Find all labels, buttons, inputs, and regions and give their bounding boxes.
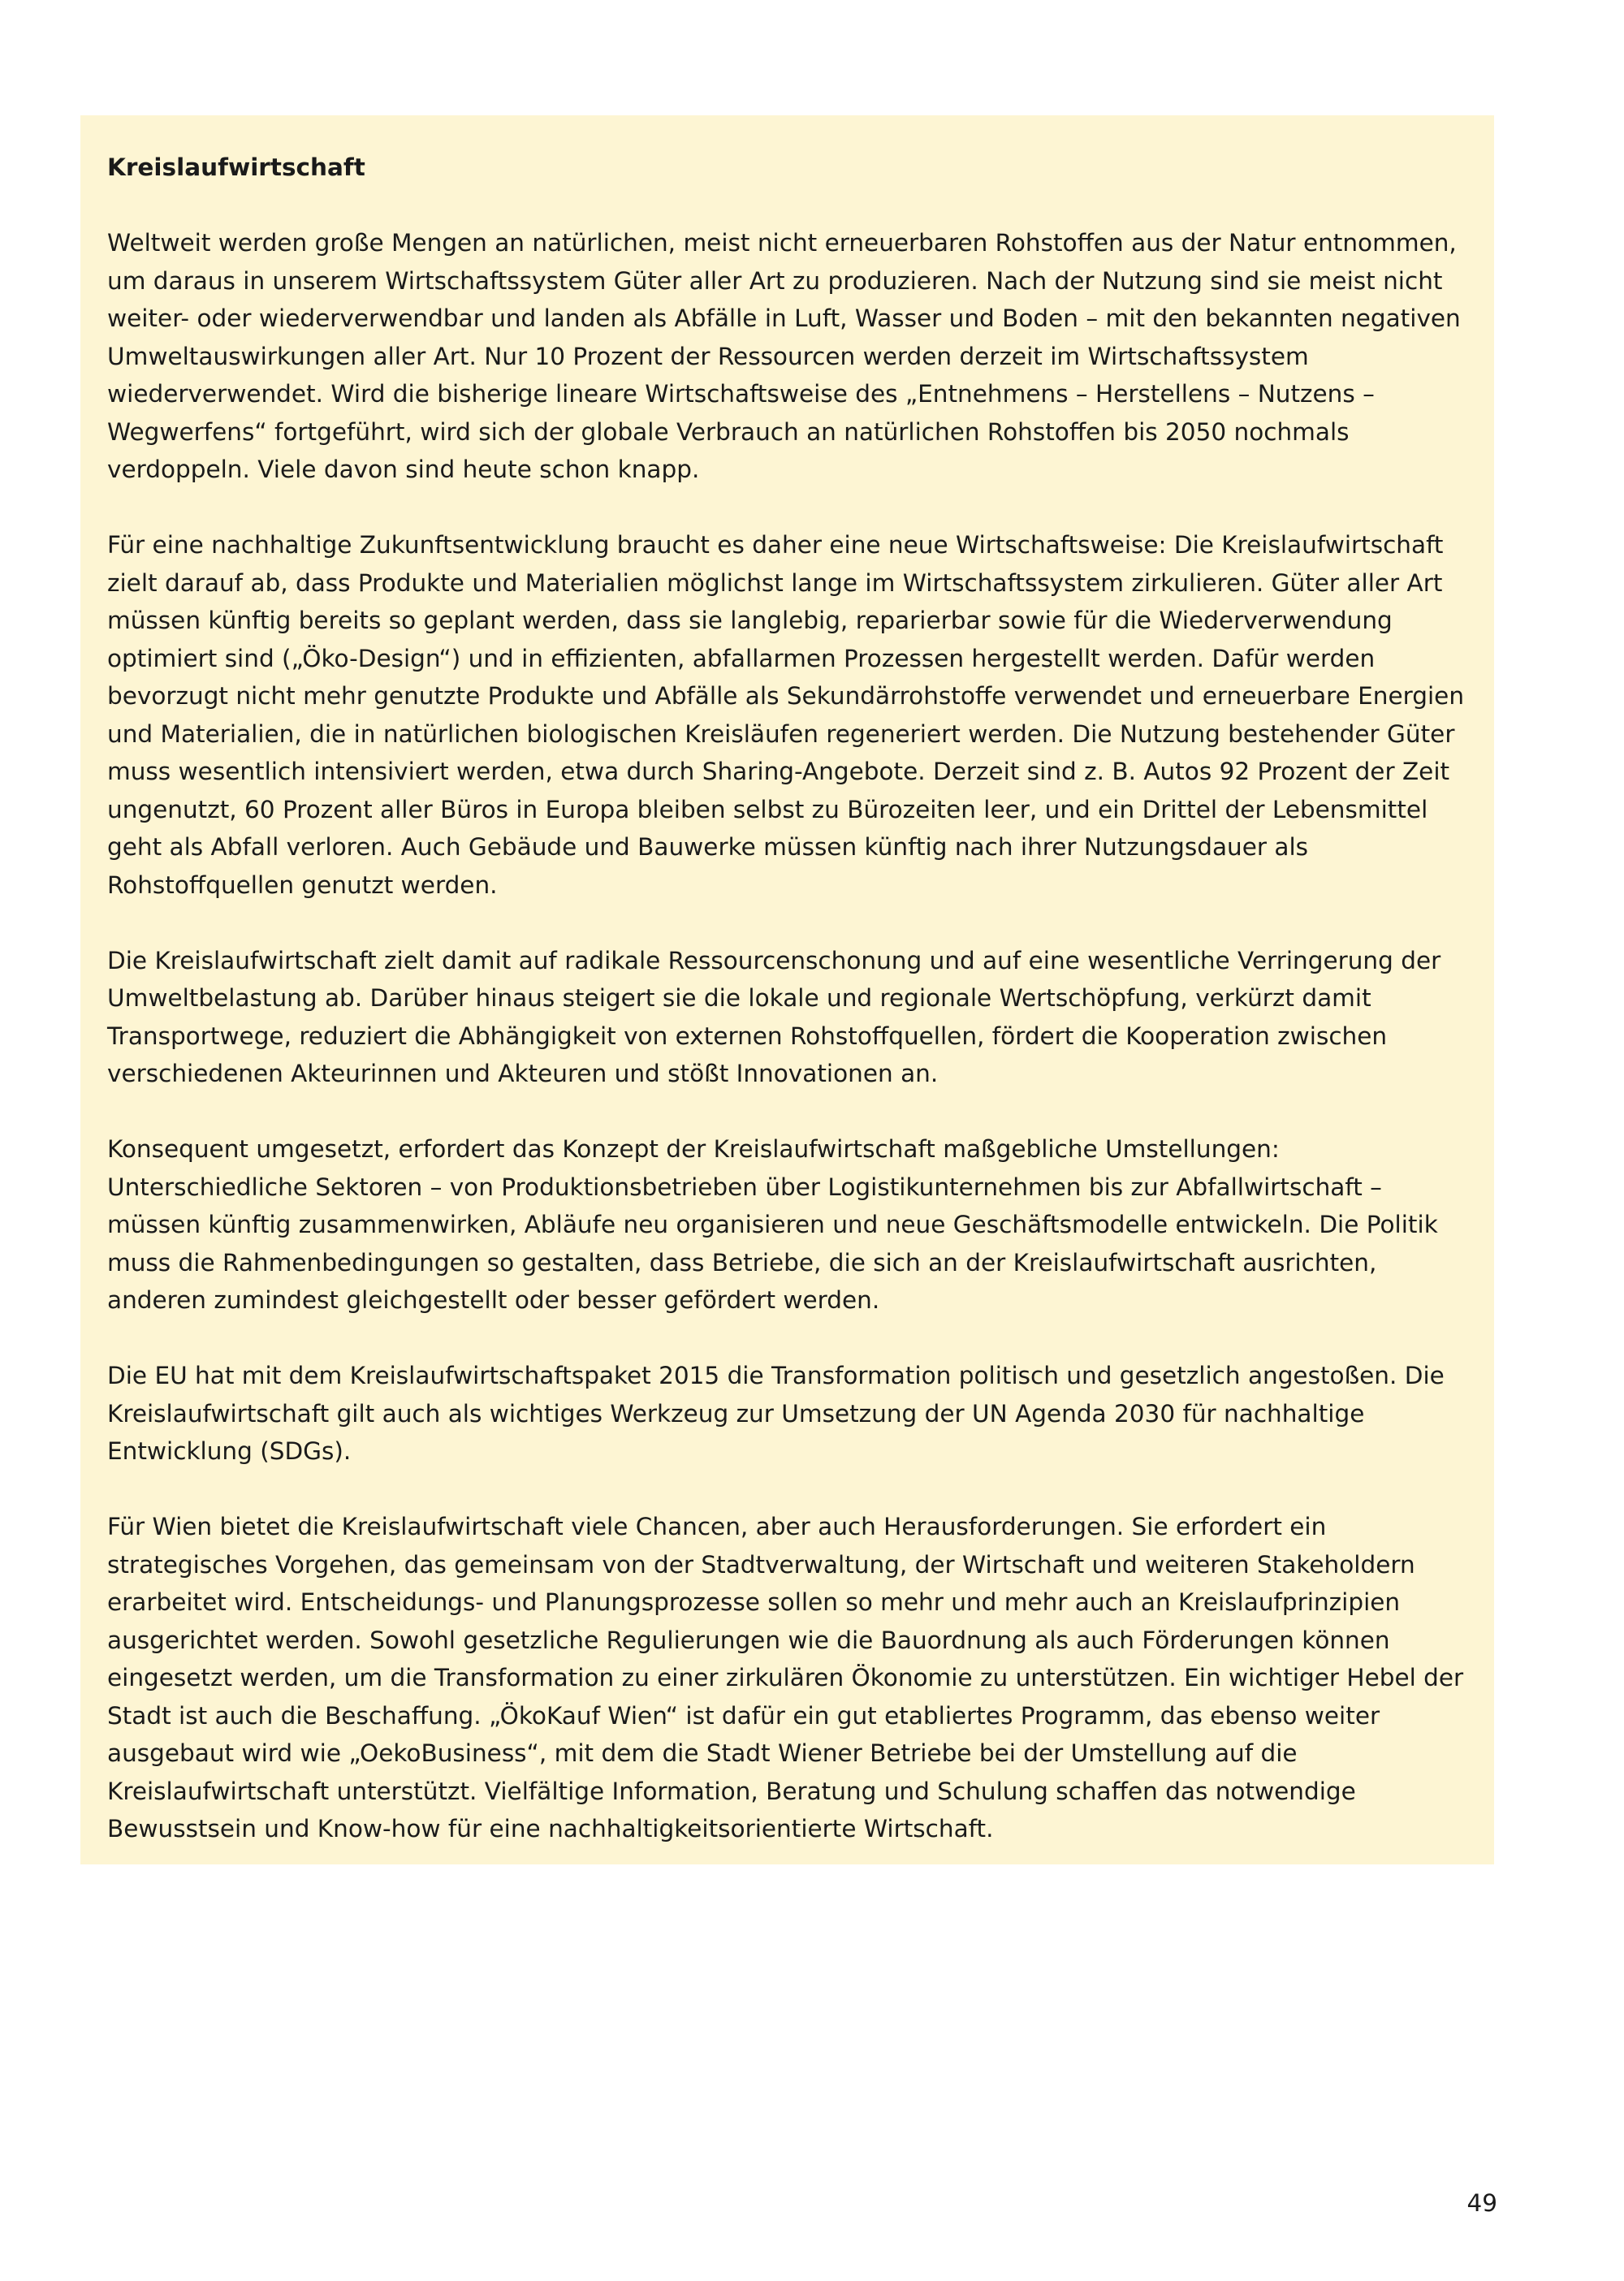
paragraph-4: Konsequent umgesetzt, erfordert das Konzept der Kreislaufwirtschaft maßgebliche Umstellungen: Unterschiedliche Sektoren – von Produktionsbetrieben über Logistikunternehmen bis zur Abfallwirtschaft – müssen künftig zusammenwirken, Abläufe neu organisieren und neue Geschäftsmodelle entwickeln. Die Politik muss die Rahmenbedingungen so gestalten, dass Betriebe, die sich an der Kreislaufwirtschaft ausrichten, anderen zumindest gleichgestellt oder besser gefördert werden.	[107, 1135, 1438, 1314]
info-box	[80, 115, 1494, 1864]
page-number: 49	[1466, 2189, 1497, 2217]
paragraph-6: Für Wien bietet die Kreislaufwirtschaft viele Chancen, aber auch Herausforderungen. Sie erfordert ein strategisches Vorgehen, das gemeinsam von der Stadtverwaltung, der Wirtschaft und weiteren Stakeholdern erarbeitet wird. Entscheidungs- und Planungsprozesse sollen so mehr und mehr auch an Kreislaufprinzipien ausgerichtet werden. Sowohl gesetzliche Regulierungen wie die Bauordnung als auch Förderungen können eingesetzt werden, um die Transformation zu einer zirkulären Ökonomie zu unterstützen. Ein wichtiger Hebel der Stadt ist auch die Beschaffung. „ÖkoKauf Wien“ ist dafür ein gut etabliertes Programm, das ebenso weiter ausgebaut wird wie „OekoBusiness“, mit dem die Stadt Wiener Betriebe bei der Umstellung auf die Kreislaufwirtschaft unterstützt. Vielfältige Information, Beratung und Schulung schaffen das notwendige Bewusstsein und Know-how für eine nachhaltigkeitsorientierte Wirtschaft.	[107, 1513, 1464, 1843]
paragraph-2: Für eine nachhaltige Zukunftsentwicklung braucht es daher eine neue Wirtschaftsweise: Die Kreislaufwirtschaft zielt darauf ab, dass Produkte und Materialien möglichst lange im Wirtschaftssystem zirkulieren. Güter aller Art müssen künftig bereits so geplant werden, dass sie langlebig, reparierbar sowie für die Wiederverwendung optimiert sind („Öko-Design“) und in effizienten, abfallarmen Prozessen hergestellt werden. Dafür werden bevorzugt nicht mehr genutzte Produkte und Abfälle als Sekundärrohstoffe verwendet und erneuerbare Energien und Materialien, die in natürlichen biologischen Kreisläufen regeneriert werden. Die Nutzung bestehender Güter muss wesentlich intensiviert werden, etwa durch Sharing-Angebote. Derzeit sind z. B. Autos 92 Prozent der Zeit ungenutzt, 60 Prozent aller Büros in Europa bleiben selbst zu Bürozeiten leer, und ein Drittel der Lebensmittel geht als Abfall verloren. Auch Gebäude und Bauwerke müssen künftig nach ihrer Nutzungsdauer als Rohstoffquellen genutzt werden.	[107, 531, 1465, 899]
box-title: Kreislaufwirtschaft	[107, 153, 365, 181]
paragraph-3: Die Kreislaufwirtschaft zielt damit auf radikale Ressourcenschonung und auf eine wesentliche Verringerung der Umweltbelastung ab. Darüber hinaus steigert sie die lokale und regionale Wertschöpfung, verkürzt damit Transportwege, reduziert die Abhängigkeit von externen Rohstoffquellen, fördert die Kooperation zwischen verschiedenen Akteurinnen und Akteuren und stößt Innovationen an.	[107, 946, 1441, 1087]
paragraph-5: Die EU hat mit dem Kreislaufwirtschaftspaket 2015 die Transformation politisch und gesetzlich angestoßen. Die Kreislaufwirtschaft gilt auch als wichtiges Werkzeug zur Umsetzung der UN Agenda 2030 für nachhaltige Entwicklung (SDGs).	[107, 1362, 1445, 1465]
paragraph-1: Weltweit werden große Mengen an natürlichen, meist nicht erneuerbaren Rohstoffen aus der Natur entnommen, um daraus in unserem Wirtschaftssystem Güter aller Art zu produzieren. Nach der Nutzung sind sie meist nicht weiter- oder wiederverwendbar und landen als Abfälle in Luft, Wasser und Boden – mit den bekannten negativen Umweltauswirkungen aller Art. Nur 10 Prozent der Ressourcen werden derzeit im Wirtschaftssystem wiederverwendet. Wird die bisherige lineare Wirtschaftsweise des „Entnehmens – Herstellens – Nutzens – Wegwerfens“ fortgeführt, wird sich der globale Verbrauch an natürlichen Rohstoffen bis 2050 nochmals verdoppeln. Viele davon sind heute schon knapp.	[107, 229, 1461, 483]
